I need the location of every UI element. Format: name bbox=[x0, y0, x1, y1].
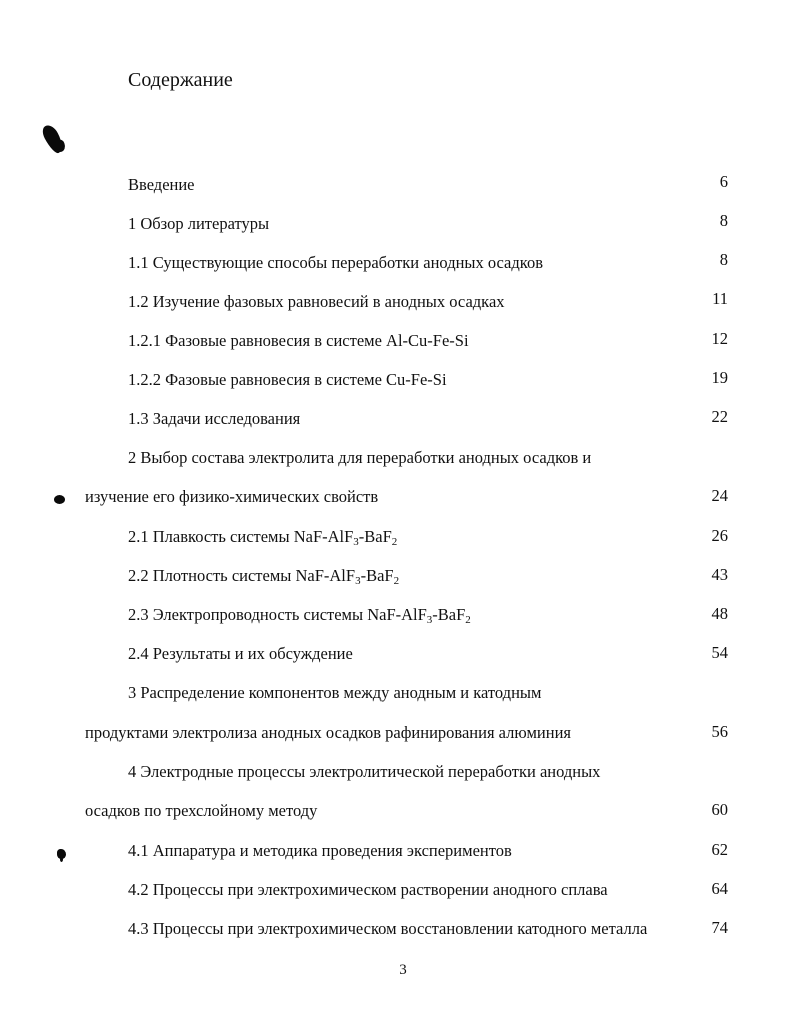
toc-page-number: 12 bbox=[711, 329, 728, 348]
toc-page-number: 22 bbox=[711, 407, 728, 426]
toc-entry-title-text: 2.3 Электропроводность системы NaF-AlF bbox=[128, 605, 427, 624]
toc-entry-title bbox=[128, 566, 399, 586]
toc-entry-title-text: -BaF bbox=[358, 527, 392, 546]
toc-page-number: 11 bbox=[712, 289, 728, 308]
subscript: 3 bbox=[353, 536, 359, 548]
toc-page-number: 54 bbox=[711, 643, 728, 662]
toc-page-number: 24 bbox=[711, 486, 728, 505]
ink-blot-mark bbox=[54, 495, 65, 504]
toc-page-number: 74 bbox=[711, 918, 728, 937]
toc-entry-title bbox=[128, 605, 471, 625]
toc-page-number: 6 bbox=[719, 172, 728, 191]
toc-entry-title: 2 Выбор состава электролита для переработки анодных осадков и bbox=[128, 448, 592, 467]
toc-page-number: 56 bbox=[711, 722, 728, 741]
toc-page-number: 43 bbox=[711, 565, 728, 584]
toc-entry-title: Введение bbox=[128, 175, 195, 194]
toc-entry-title: 4.3 Процессы при электрохимическом восстановлении катодного металла bbox=[128, 919, 648, 938]
toc-page-number: 62 bbox=[711, 840, 728, 859]
toc-entry-title: 1.1 Существующие способы переработки анодных осадков bbox=[128, 253, 543, 272]
toc-entry-title-continued: продуктами электролиза анодных осадков рафинирования алюминия bbox=[85, 723, 572, 742]
toc-entry-title-continued: изучение его физико-химических свойств bbox=[85, 487, 379, 506]
toc-entry-title-text: -BaF bbox=[360, 566, 394, 585]
toc-page-number: 8 bbox=[719, 211, 728, 230]
toc-page-number: 26 bbox=[711, 526, 728, 545]
subscript: 2 bbox=[393, 575, 400, 587]
subscript: 2 bbox=[391, 536, 398, 548]
toc-entry-title: 1.2.2 Фазовые равновесия в системе Cu-Fe-Si bbox=[128, 370, 447, 389]
toc-entry-title: 4.1 Аппаратура и методика проведения экспериментов bbox=[128, 841, 512, 860]
toc-page-number: 19 bbox=[711, 368, 728, 387]
toc-entry-title: 4 Электродные процессы электролитической переработки анодных bbox=[128, 762, 601, 781]
toc-entry-title: 1.2.1 Фазовые равновесия в системе Al-Cu-Fe-Si bbox=[128, 331, 469, 350]
toc-page-number: 48 bbox=[711, 604, 728, 623]
toc-entry-title-continued: осадков по трехслойному методу bbox=[85, 801, 318, 820]
toc-entry-title: 1.2 Изучение фазовых равновесий в анодных осадках bbox=[128, 292, 505, 311]
toc-page-number: 8 bbox=[719, 250, 728, 269]
toc-entry-title-text: 2.2 Плотность системы NaF-AlF bbox=[128, 566, 356, 585]
toc-entry-title: 4.2 Процессы при электрохимическом растворении анодного сплава bbox=[128, 880, 608, 899]
toc-entry-title: 3 Распределение компонентов между анодным и катодным bbox=[128, 683, 542, 702]
subscript: 2 bbox=[465, 614, 471, 626]
page-title: Содержание bbox=[128, 69, 233, 91]
toc-entry-title-text: -BaF bbox=[432, 605, 466, 624]
toc-page-number: 60 bbox=[711, 800, 728, 819]
toc-page-number: 64 bbox=[711, 879, 728, 898]
toc-entry-title bbox=[128, 527, 397, 547]
toc-entry-title-text: 2.1 Плавкость системы NaF-AlF bbox=[128, 527, 354, 546]
page-number-footer: 3 bbox=[399, 962, 407, 978]
subscript: 3 bbox=[426, 614, 433, 626]
toc-entry-title: 1.3 Задачи исследования bbox=[128, 409, 301, 428]
subscript: 3 bbox=[355, 575, 361, 587]
toc-entry-title: 1 Обзор литературы bbox=[128, 214, 270, 233]
toc-entry-title: 2.4 Результаты и их обсуждение bbox=[128, 644, 353, 663]
ink-blot-mark bbox=[60, 857, 63, 862]
